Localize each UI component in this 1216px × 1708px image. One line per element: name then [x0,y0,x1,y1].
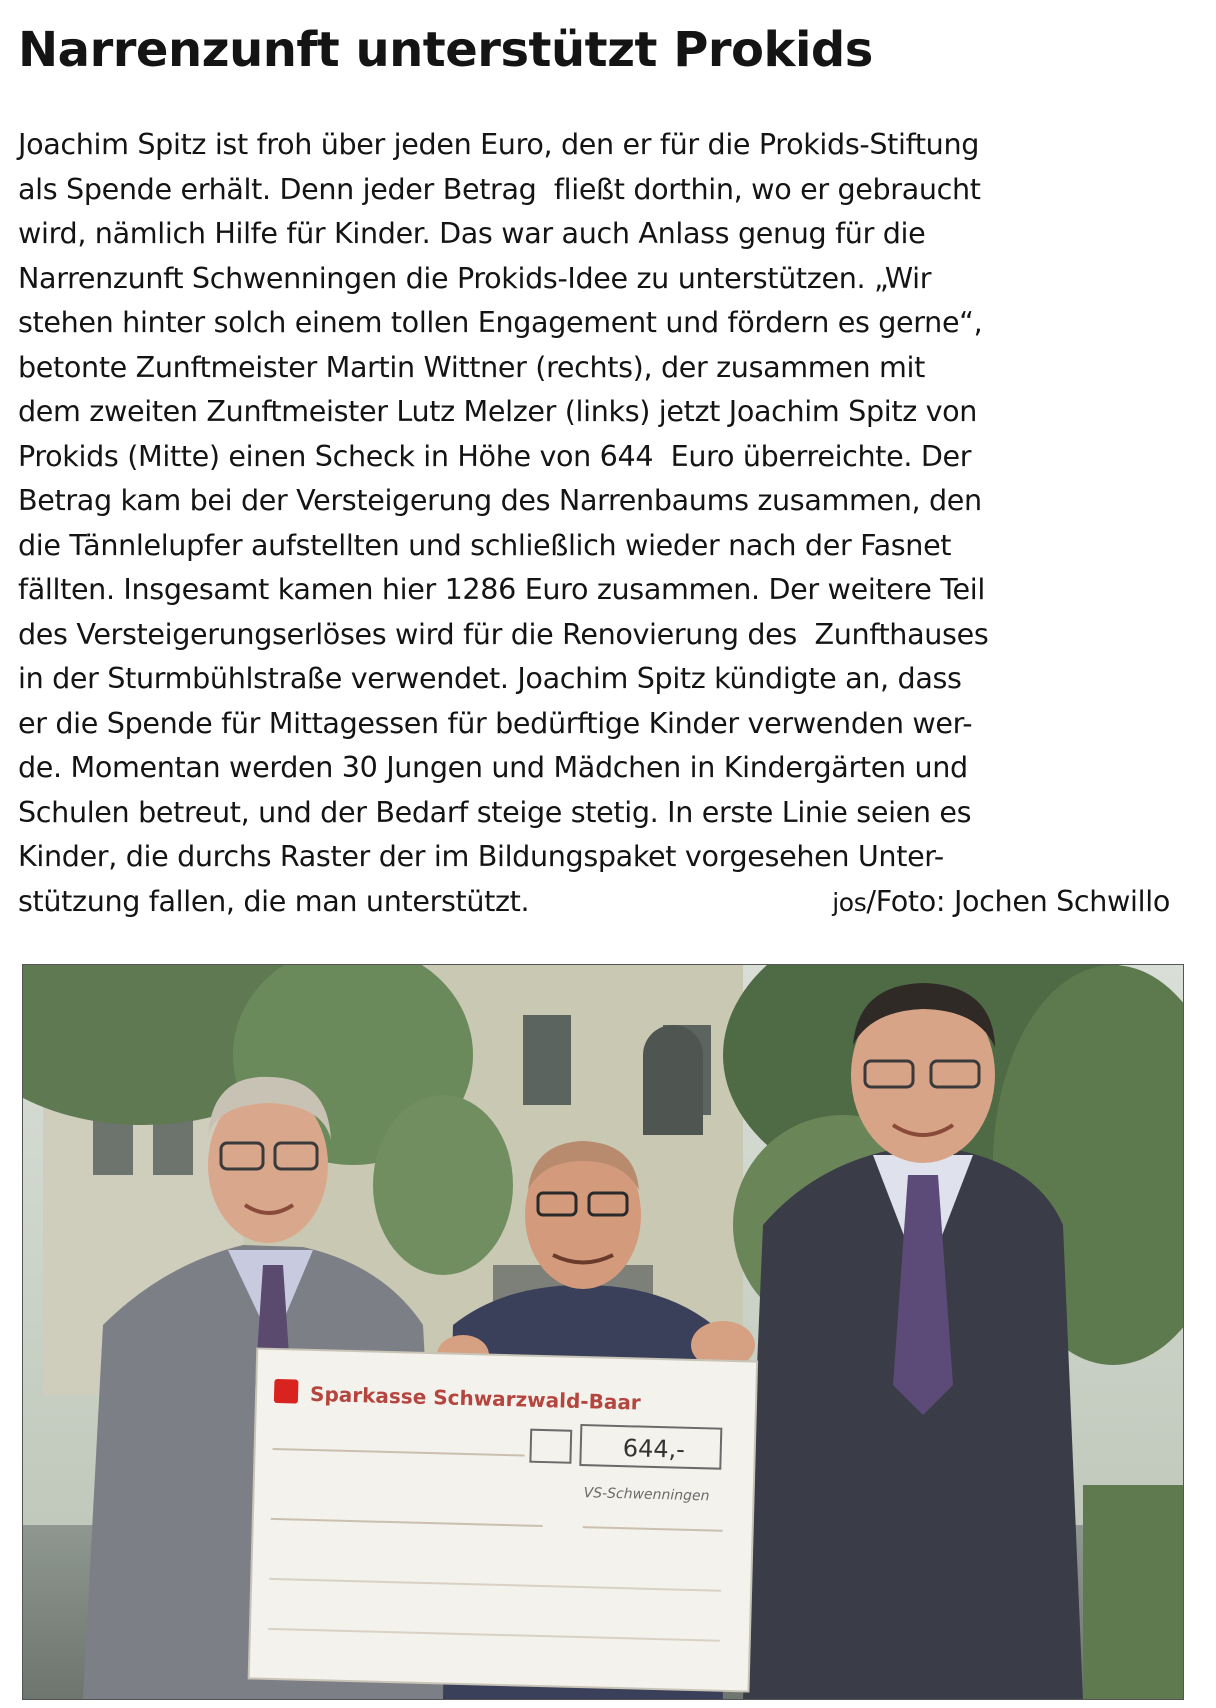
cheque-amount: 644,- [622,1434,686,1464]
body-line: Betrag kam bei der Versteigerung des Narrenbaums zusammen, den [18,483,982,517]
body-line: des Versteigerungserlöses wird für die Renovierung des Zunfthauses [18,616,989,651]
body-line: Joachim Spitz ist froh über jeden Euro, den er für die Prokids-Stiftung [18,127,980,161]
body-line: wird, nämlich Hilfe für Kinder. Das war auch Anlass genug für die [18,216,926,250]
body-line: Kinder, die durchs Raster der im Bildungspaket vorgesehen Unter- [18,839,944,873]
body-line: in der Sturmbühlstraße verwendet. Joachim Spitz kündigte an, dass [18,661,962,695]
sparkasse-logo-icon [274,1379,299,1404]
photo-credit [832,879,1170,926]
body-line: Narrenzunft Schwenningen die Prokids-Idee zu unterstützen. „Wir [18,260,932,295]
article-body [18,122,1193,925]
body-line: dem zweiten Zunftmeister Lutz Melzer (links) jetzt Joachim Spitz von [18,394,978,428]
cheque-place: VS-Schwenningen [583,1485,710,1505]
cheque-bank-name: Sparkasse Schwarzwald-Baar [309,1381,642,1415]
body-line: betonte Zunftmeister Martin Wittner (rechts), der zusammen mit [18,349,926,384]
credit-prefix: jos [832,887,867,917]
photo-illustration [23,965,1183,1699]
article-photo [22,964,1184,1700]
body-line: de. Momentan werden 30 Jungen und Mädchen in Kindergärten und [18,750,968,784]
body-line: er die Spende für Mittagessen für bedürftige Kinder verwenden wer- [18,705,973,740]
body-last-line [18,879,1170,926]
credit-text: /Foto: Jochen Schwillo [866,883,1170,918]
body-line: Prokids (Mitte) einen Scheck in Höhe von 644 Euro überreichte. Der [18,438,972,473]
body-line: Schulen betreut, und der Bedarf steige stetig. In erste Linie seien es [18,794,972,829]
article-headline: Narrenzunft unterstützt Prokids [18,22,873,78]
body-line: als Spende erhält. Denn jeder Betrag fließt dorthin, wo er gebraucht [18,171,981,206]
body-line: stehen hinter solch einem tollen Engagement und fördern es gerne“, [18,305,983,339]
cheque [249,1349,757,1692]
body-line: die Tännlelupfer aufstellten und schließlich wieder nach der Fasnet [18,527,952,562]
body-line: stützung fallen, die man unterstützt. [18,883,530,918]
body-line: fällten. Insgesamt kamen hier 1286 Euro zusammen. Der weitere Teil [18,572,985,606]
